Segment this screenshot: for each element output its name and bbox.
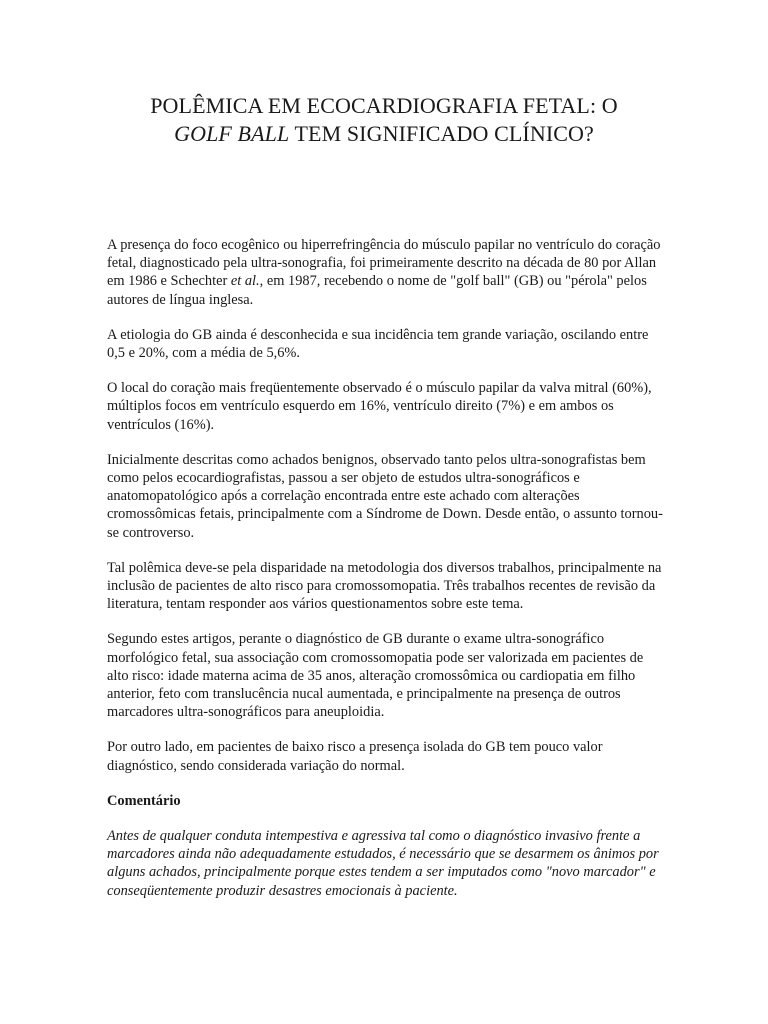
comment-text: Antes de qualquer conduta intempestiva e agressiva tal como o diagnóstico invasivo frente a marcadores ainda não adequadamente estudados, é necessário que se desarmem os ânimos por alguns achados, principalmente porque estes tendem a ser imputados como "novo marcador" e conseqüentemente produzir desastres emocionais à paciente. <box>107 828 659 899</box>
paragraph-5: Tal polêmica deve-se pela disparidade na metodologia dos diversos trabalhos, principalmente na inclusão de pacientes de alto risco para cromossomopatia. Três trabalhos recentes de revisão da literatura, tentam responder aos vários questionamentos sobre este tema. <box>107 559 662 613</box>
paragraph-4: Inicialmente descritas como achados benignos, observado tanto pelos ultra-sonografistas bem como pelos ecocardiografistas, passou a ser objeto de estudos ultra-sonográficos e anatomopatológico após a correlação encontrada entre este achado com alterações cromossômicas fetais, principalmente com a Síndrome de Down. Desde então, o assunto tornou-se controverso. <box>107 451 663 541</box>
paragraph-1-italic: et al. <box>230 273 260 290</box>
paragraph-7: Por outro lado, em pacientes de baixo risco a presença isolada do GB tem pouco valor diagnóstico, sendo considerada variação do normal. <box>107 739 603 774</box>
paragraph-3: O local do coração mais freqüentemente observado é o músculo papilar da valva mitral (60%), múltiplos focos em ventrículo esquerdo em 16%, ventrículo direito (7%) e em ambos os ventrículos (16%). <box>107 380 652 433</box>
paragraph-6: Segundo estes artigos, perante o diagnóstico de GB durante o exame ultra-sonográfico morfológico fetal, sua associação com cromossomopatia pode ser valorizada em pacientes de alto risco: idade materna acima de 35 anos, alteração cromossômica ou cardiopatia em filho anterior, feto com translucência nucal aumentada, e principalmente na presença de outros marcadores ultra-sonográficos para aneuploidia. <box>107 631 644 721</box>
title-line-2-rest: TEM SIGNIFICADO CLÍNICO? <box>289 121 594 146</box>
title-line-2 <box>60 120 708 148</box>
title-line-1: POLÊMICA EM ECOCARDIOGRAFIA FETAL: O <box>150 93 618 118</box>
paragraph-1 <box>107 236 667 309</box>
paragraph-1-part-2: , em 1987, recebendo o nome de "golf ball" (GB) ou "pérola" pelos autores de língua inglesa. <box>107 273 647 308</box>
paragraph-2: A etiologia do GB ainda é desconhecida e sua incidência tem grande variação, oscilando entre 0,5 e 20%, com a média de 5,6%. <box>107 326 649 362</box>
article-body <box>107 236 667 917</box>
comment-heading: Comentário <box>107 792 181 809</box>
paragraph-1-part-1: A presença do foco ecogênico ou hiperrefringência do músculo papilar no ventrículo do coração fetal, diagnosticado pela ultra-sonografia, foi primeiramente descrito na década de 80 por Allan em 1986 e Schechter <box>107 237 661 290</box>
title-italic-term: GOLF BALL <box>174 121 290 146</box>
document-title <box>60 92 708 148</box>
